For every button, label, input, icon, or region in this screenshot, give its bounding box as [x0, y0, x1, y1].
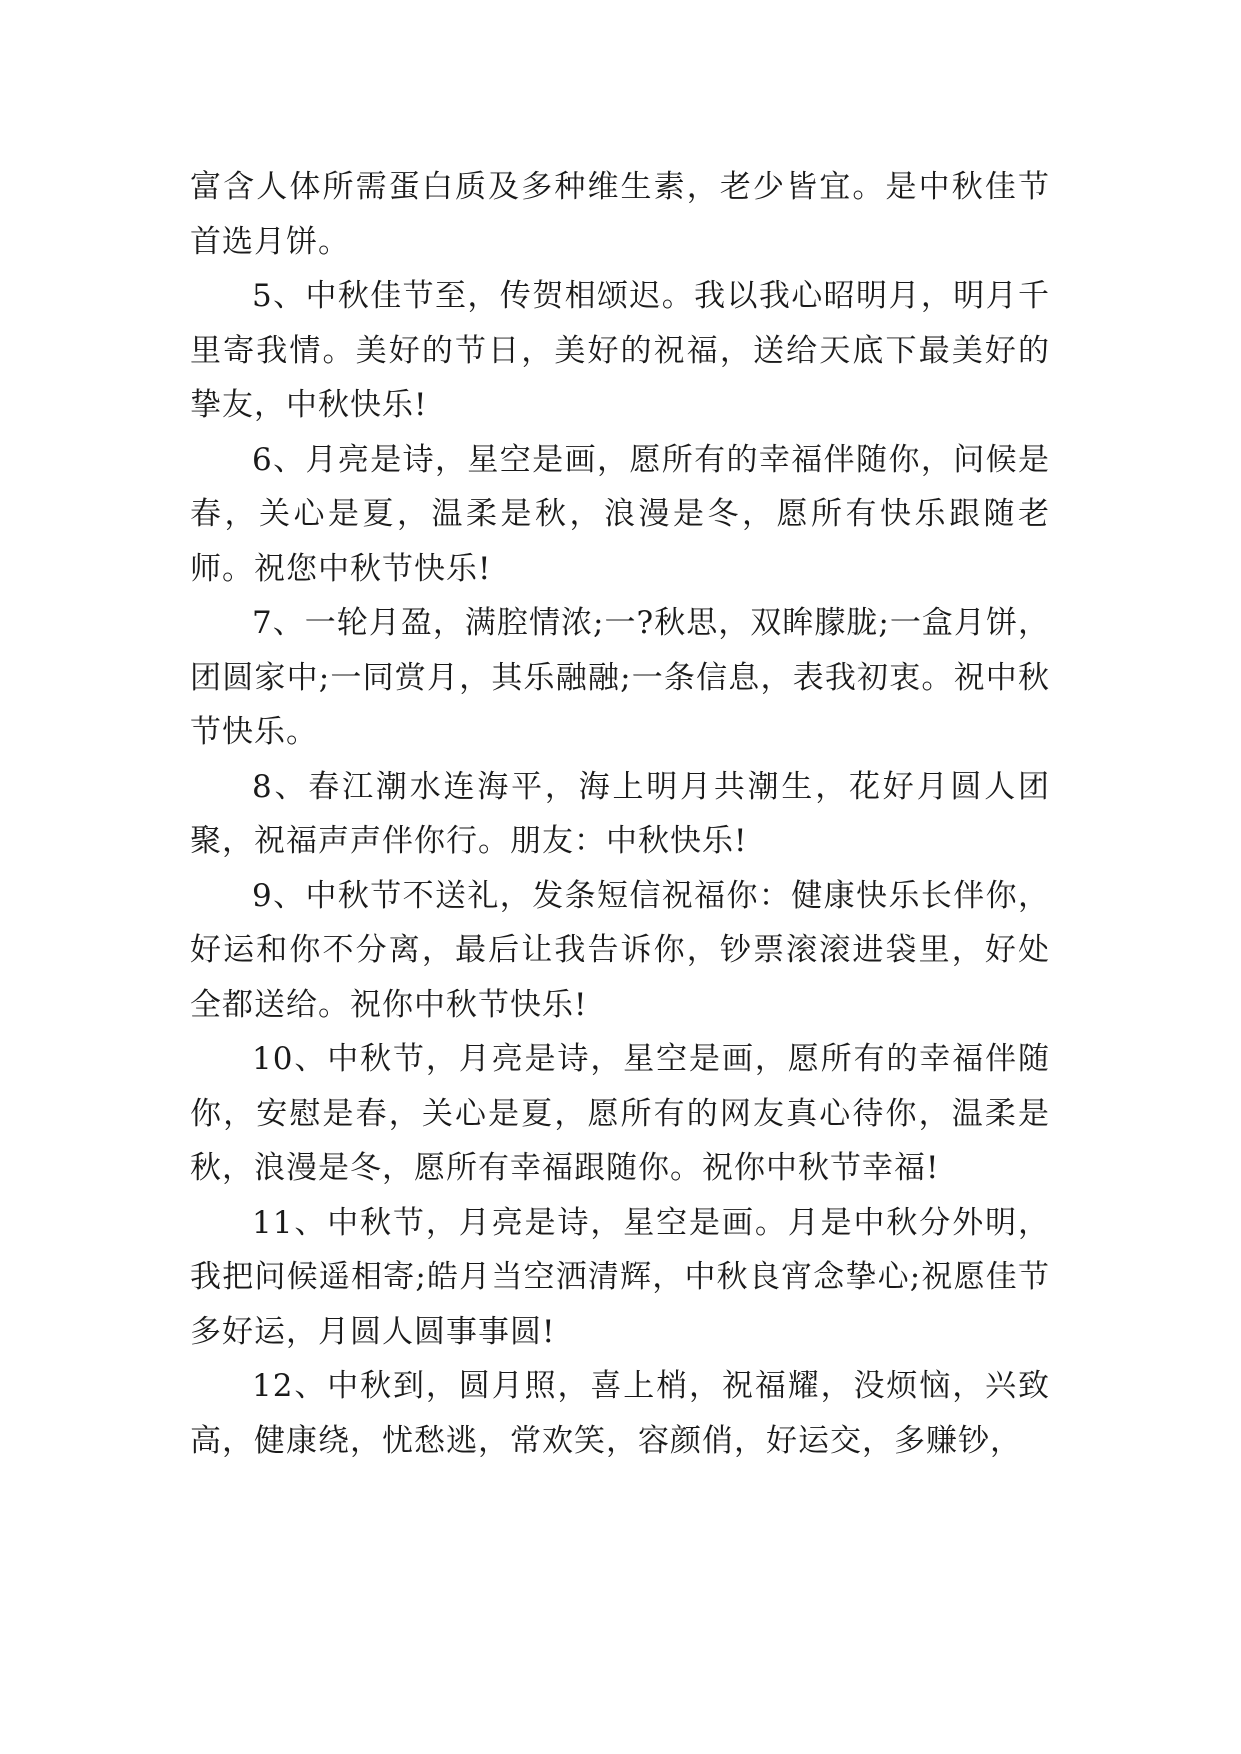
paragraph-11: 11、中秋节，月亮是诗，星空是画。月是中秋分外明，我把问候遥相寄;皓月当空洒清辉，中秋良宵念挚心;祝愿佳节多好运，月圆人圆事事圆! [190, 1204, 1050, 1350]
paragraph-9: 9、中秋节不送礼，发条短信祝福你：健康快乐长伴你，好运和你不分离，最后让我告诉你，钞票滚滚进袋里，好处全都送给。祝你中秋节快乐! [190, 877, 1050, 1023]
paragraph-6: 6、月亮是诗，星空是画，愿所有的幸福伴随你，问候是春，关心是夏，温柔是秋，浪漫是冬，愿所有快乐跟随老师。祝您中秋节快乐! [190, 441, 1050, 587]
paragraph-5: 5、中秋佳节至，传贺相颂迟。我以我心昭明月，明月千里寄我情。美好的节日，美好的祝福，送给天底下最美好的挚友，中秋快乐! [190, 278, 1050, 423]
paragraph-10: 10、中秋节，月亮是诗，星空是画，愿所有的幸福伴随你，安慰是春，关心是夏，愿所有的网友真心待你，温柔是秋，浪漫是冬，愿所有幸福跟随你。祝你中秋节幸福! [190, 1041, 1050, 1186]
paragraph-12: 12、中秋到，圆月照，喜上梢，祝福耀，没烦恼，兴致高，健康绕，忧愁逃，常欢笑，容颜俏，好运交，多赚钞， [190, 1368, 1050, 1459]
paragraph-continuation: 富含人体所需蛋白质及多种维生素，老少皆宜。是中秋佳节首选月饼。 [190, 169, 1050, 260]
document-page [190, 160, 1050, 1468]
paragraph-8: 8、春江潮水连海平，海上明月共潮生，花好月圆人团聚，祝福声声伴你行。朋友：中秋快乐! [190, 768, 1050, 859]
paragraph-7: 7、一轮月盈，满腔情浓;一?秋思，双眸朦胧;一盒月饼，团圆家中;一同赏月，其乐融融;一条信息，表我初衷。祝中秋节快乐。 [190, 605, 1050, 750]
